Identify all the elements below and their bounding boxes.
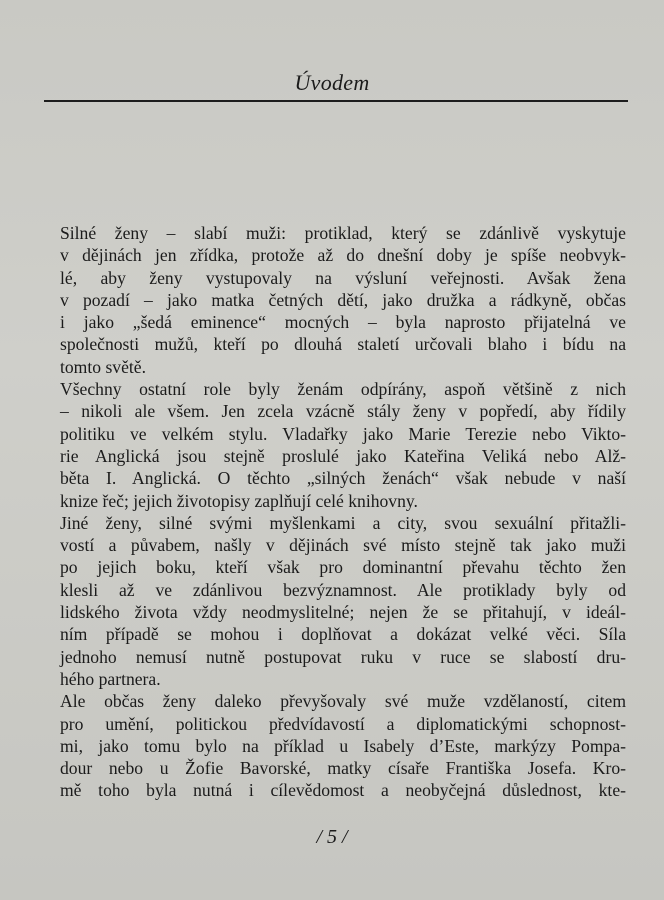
body-text [42,222,626,802]
text-line: mi, jako tomu bylo na příklad u Isabely d’Este, markýzy Pompa- [60,735,626,756]
paragraph-3 [42,512,626,690]
text-line: – nikoli ale všem. Jen zcela vzácně stály ženy v popředí, aby řídily [60,401,626,422]
title-rule [44,100,628,102]
text-line: běta I. Anglická. O těchto „silných ženách“ však nebude v naší [60,468,626,489]
text-line: v pozadí – jako matka četných dětí, jako družka a rádkyně, občas [60,289,626,310]
paragraph-1 [42,222,626,378]
text-line: jednoho nemusí nutně postupovat ruku v ruce se slabostí dru- [60,646,626,667]
paragraph-2 [42,378,626,512]
text-line: po jejich boku, kteří však pro dominantní převahu těchto žen [60,557,626,578]
paragraph-4 [42,690,626,801]
text-line: mě toho byla nutná i cílevědomost a neobyčejná důslednost, kte- [60,780,626,801]
text-line: politiku ve velkém stylu. Vladařky jako Marie Terezie nebo Vikto- [60,423,626,444]
text-line: rie Anglická jsou stejně proslulé jako Kateřina Veliká nebo Alž- [60,445,626,466]
text-line: společnosti mužů, kteří po dlouhá staletí určovali blaho i bídu na [60,334,626,355]
text-line: hého partnera. [60,668,161,689]
text-line: Všechny ostatní role byly ženám odpírány, aspoň většině z nich [60,379,626,400]
text-line: tomto světě. [60,356,147,377]
text-line: ním případě se mohou i doplňovat a dokázat velké věci. Síla [60,624,626,645]
text-line: pro umění, politickou předvídavostí a diplomatickými schopnost- [60,713,626,734]
text-line: Jiné ženy, silné svými myšlenkami a city, svou sexuální přitažli- [60,512,626,533]
text-line: Ale občas ženy daleko převyšovaly své muže vzdělaností, citem [60,691,626,712]
text-line: v dějinách jen zřídka, protože až do dnešní doby je spíše neobvyk- [60,245,626,266]
text-line: lidského života vždy neodmyslitelné; nejen že se přitahují, v ideál- [60,602,626,623]
text-line: Silné ženy – slabí muži: protiklad, který se zdánlivě vyskytuje [60,223,626,243]
text-line: dour nebo u Žofie Bavorské, matky císaře Františka Josefa. Kro- [60,758,626,779]
text-line: lé, aby ženy vystupovaly na výsluní veřejnosti. Avšak žena [60,267,626,288]
chapter-title: Úvodem [294,70,370,95]
text-line: vostí a půvabem, našly v dějinách své místo stejně tak jako muži [60,535,626,556]
text-line: klesli až ve zdánlivou bezvýznamnost. Ale protiklady byly od [60,579,626,600]
text-line: i jako „šedá eminence“ mocných – byla naprosto přijatelná ve [60,312,626,333]
text-line: knize řeč; jejich životopisy zaplňují celé knihovny. [60,490,418,511]
page-number: / 5 / [316,826,348,848]
